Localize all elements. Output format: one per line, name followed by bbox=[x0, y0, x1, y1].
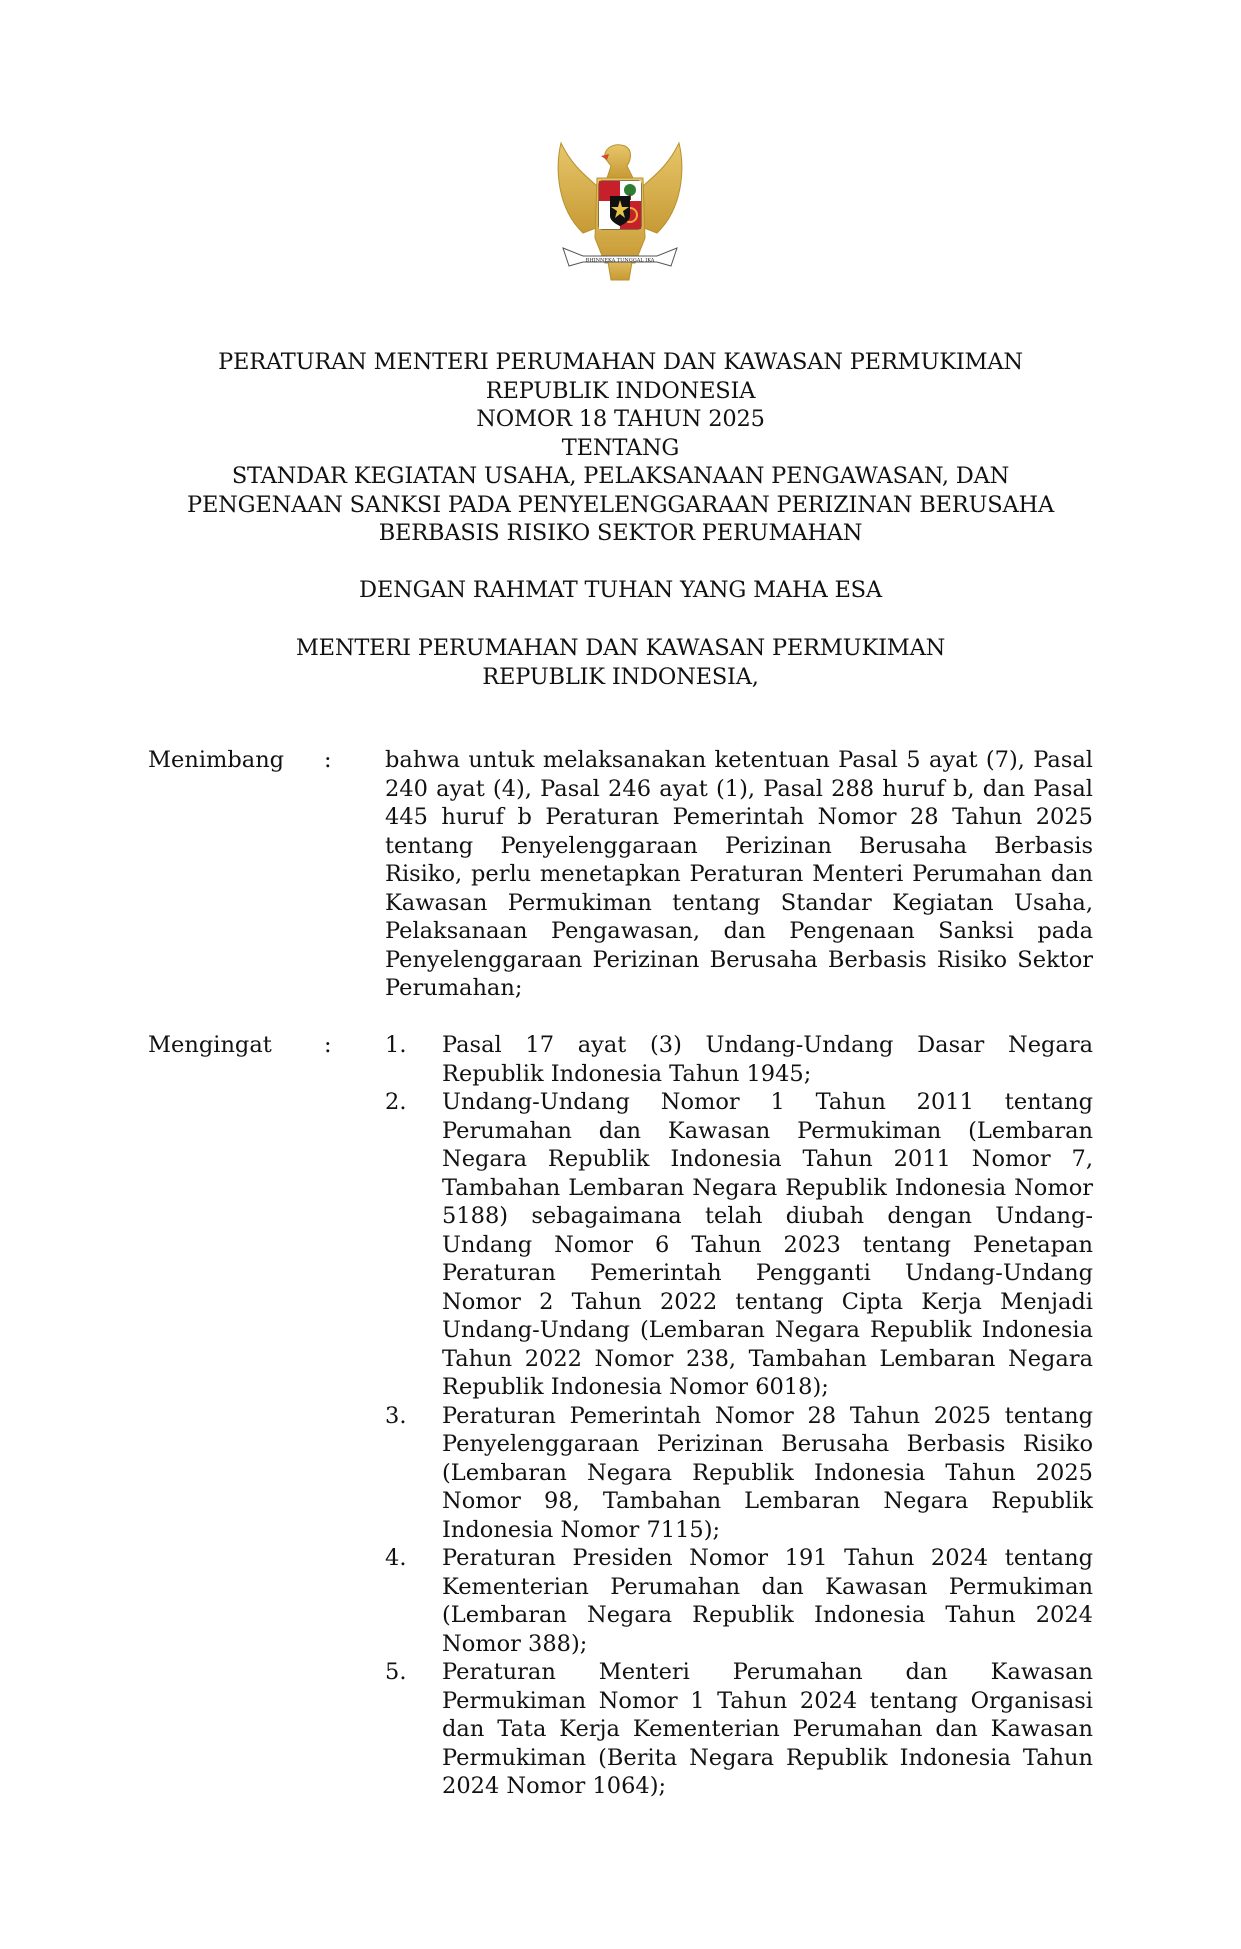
regulation-subject: STANDAR KEGIATAN USAHA, PELAKSANAAN PENGAWASAN, DAN bbox=[231, 463, 1010, 489]
title-line: REPUBLIK INDONESIA bbox=[485, 377, 756, 404]
list-item bbox=[385, 1031, 1093, 1088]
regulation-number: NOMOR 18 TAHUN 2025 bbox=[476, 406, 765, 432]
menimbang-label: Menimbang bbox=[148, 747, 285, 773]
list-item-number: 2. bbox=[385, 1089, 407, 1115]
list-item-number: 4. bbox=[385, 1545, 407, 1571]
regulation-title bbox=[0, 348, 1241, 548]
list-item bbox=[385, 1658, 1093, 1801]
garuda-emblem-icon bbox=[553, 138, 687, 284]
list-item bbox=[385, 1544, 1093, 1658]
list-item-text: Undang-Undang Nomor 1 Tahun 2011 tentang Perumahan dan Kawasan Permukiman (Lembaran Negara Republik Indonesia Tahun 2011 Nomor 7, Tambahan Lembaran Negara Republik Indonesia Nomor 5188) sebagaimana telah diubah dengan Undang-Undang Nomor 6 Tahun 2023 tentang Penetapan Peraturan Pemerintah Pengganti Undang-Undang Nomor 2 Tahun 2022 tentang Cipta Kerja Menjadi Undang-Undang (Lembaran Negara Republik Indonesia Tahun 2022 Nomor 238, Tambahan Lembaran Negara Republik Indonesia Nomor 6018); bbox=[442, 1089, 1093, 1400]
minister-heading bbox=[0, 634, 1241, 691]
mengingat-colon: : bbox=[324, 1032, 332, 1058]
title-line: TENTANG bbox=[561, 434, 680, 461]
emblem-motto: BHINNEKA TUNGGAL IKA bbox=[585, 257, 655, 264]
mengingat-list bbox=[385, 1031, 1093, 1801]
mengingat-label: Mengingat bbox=[148, 1032, 272, 1058]
title-line: PERATURAN MENTERI PERUMAHAN DAN KAWASAN PERMUKIMAN bbox=[218, 349, 1023, 375]
list-item-text: Peraturan Pemerintah Nomor 28 Tahun 2025 tentang Penyelenggaraan Perizinan Berusaha Berbasis Risiko (Lembaran Negara Republik Indonesia Tahun 2025 Nomor 98, Tambahan Lembaran Negara Republik Indonesia Nomor 7115); bbox=[442, 1402, 1093, 1543]
list-item-text: Pasal 17 ayat (3) Undang-Undang Dasar Negara Republik Indonesia Tahun 1945; bbox=[442, 1032, 1093, 1087]
regulation-subject: BERBASIS RISIKO SEKTOR PERUMAHAN bbox=[378, 520, 863, 546]
list-item-number: 1. bbox=[385, 1032, 407, 1058]
list-item-number: 5. bbox=[385, 1659, 407, 1685]
menimbang-colon: : bbox=[324, 747, 332, 773]
list-item bbox=[385, 1402, 1093, 1545]
list-item-text: Peraturan Presiden Nomor 191 Tahun 2024 tentang Kementerian Perumahan dan Kawasan Permukiman (Lembaran Negara Republik Indonesia Tahun 2024 Nomor 388); bbox=[442, 1545, 1093, 1657]
list-item-number: 3. bbox=[385, 1402, 407, 1429]
menimbang-text: bahwa untuk melaksanakan ketentuan Pasal 5 ayat (7), Pasal 240 ayat (4), Pasal 246 ayat (1), Pasal 288 huruf b, dan Pasal 445 huruf b Peraturan Pemerintah Nomor 28 Tahun 2025 tentang Penyelenggaraan Perizinan Berusaha Berbasis Risiko, perlu menetapkan Peraturan Menteri Perumahan dan Kawasan Permukiman tentang Standar Kegiatan Usaha, Pelaksanaan Pengawasan, dan Pengenaan Sanksi pada Penyelenggaraan Perizinan Berusaha Berbasis Risiko Sektor Perumahan; bbox=[385, 747, 1093, 1001]
list-item bbox=[385, 1088, 1093, 1402]
regulation-subject: PENGENAAN SANKSI PADA PENYELENGGARAAN PERIZINAN BERUSAHA bbox=[187, 491, 1054, 518]
blessing-line: DENGAN RAHMAT TUHAN YANG MAHA ESA bbox=[359, 577, 882, 603]
list-item-text: Peraturan Menteri Perumahan dan Kawasan Permukiman Nomor 1 Tahun 2024 tentang Organisasi dan Tata Kerja Kementerian Perumahan dan Kawasan Permukiman (Berita Negara Republik Indonesia Tahun 2024 Nomor 1064); bbox=[442, 1659, 1093, 1799]
minister-line: MENTERI PERUMAHAN DAN KAWASAN PERMUKIMAN bbox=[295, 635, 946, 661]
minister-line: REPUBLIK INDONESIA, bbox=[482, 663, 759, 690]
